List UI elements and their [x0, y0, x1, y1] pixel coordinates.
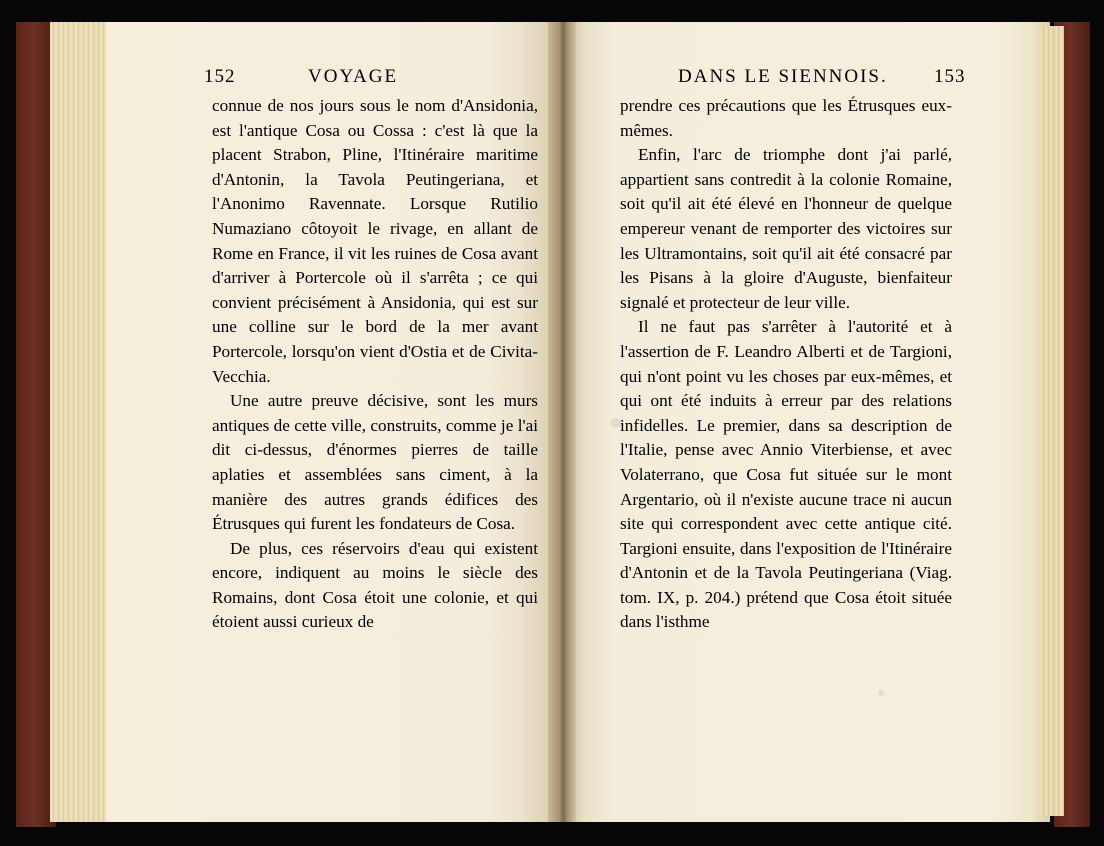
paragraph: connue de nos jours sous le nom d'Ansidonia, est l'antique Cosa ou Cossa : c'est là que la placent Strabon, Pline, l'Itinéraire maritime d'Antonin, la Tavola Peutingeriana, et l'Anonimo Ravennate. Lorsque Rutilio Numaziano côtoyoit le rivage, en allant de Rome en France, il vit les ruines de Cosa avant d'arriver à Portercole où il s'arrêta ; ce qui convient précisément à Ansidonia, qui est sur une colline sur le bord de la mer avant Portercole, lorsqu'on vient d'Ostia et de Civita-Vecchia. [212, 96, 538, 386]
paper-stain [878, 690, 884, 696]
paragraph: De plus, ces réservoirs d'eau qui existent encore, indiquent au moins le siècle des Romains, dont Cosa étoit une colonie, et qui étoient aussi curieux de [212, 538, 538, 632]
right-page-text [620, 94, 952, 635]
left-page-text [212, 94, 538, 635]
left-page-edges [50, 22, 106, 822]
right-running-title: DANS LE SIENNOIS. [678, 66, 888, 87]
book-gutter [548, 22, 576, 822]
paragraph: Une autre preuve décisive, sont les murs antiques de cette ville, construits, comme je l'ai dit ci-dessus, d'énormes pierres de taille aplaties et assemblées sans ciment, à la manière des autres grands édifices des Étrusques qui furent les fondateurs de Cosa. [212, 391, 538, 534]
left-page-number: 152 [204, 66, 236, 87]
right-page-edges [1040, 26, 1064, 816]
left-running-title: VOYAGE [308, 66, 399, 87]
left-page-header [204, 66, 444, 88]
paragraph: Il ne faut pas s'arrêter à l'autorité et à l'assertion de F. Leandro Alberti et de Targioni, qui n'ont point vu les choses par eux-mêmes, et qui ont été induits à erreur par des relations infidelles. Le premier, dans sa description de l'Italie, pense avec Annio Viterbiense, et avec Volaterrano, que Cosa fut située sur le mont Argentario, où il n'existe aucune trace ni aucun site qui correspondent avec cette antique cité. Targioni ensuite, dans l'exposition de l'Itinéraire d'Antonin et de la Tavola Peutingeriana (Viag. tom. IX, p. 204.) prétend que Cosa étoit située dans l'isthme [620, 317, 952, 632]
right-page-number: 153 [934, 66, 966, 87]
paragraph: prendre ces précautions que les Étrusques eux-mêmes. [620, 96, 952, 140]
paragraph: Enfin, l'arc de triomphe dont j'ai parlé, appartient sans contredit à la colonie Romaine, soit qu'il ait été élevé en l'honneur de quelque empereur venant de remporter des victoires sur les Ultramontains, soit qu'il ait été consacré par les Pisans à la gloire d'Auguste, bienfaiteur signalé et protecteur de leur ville. [620, 145, 952, 312]
